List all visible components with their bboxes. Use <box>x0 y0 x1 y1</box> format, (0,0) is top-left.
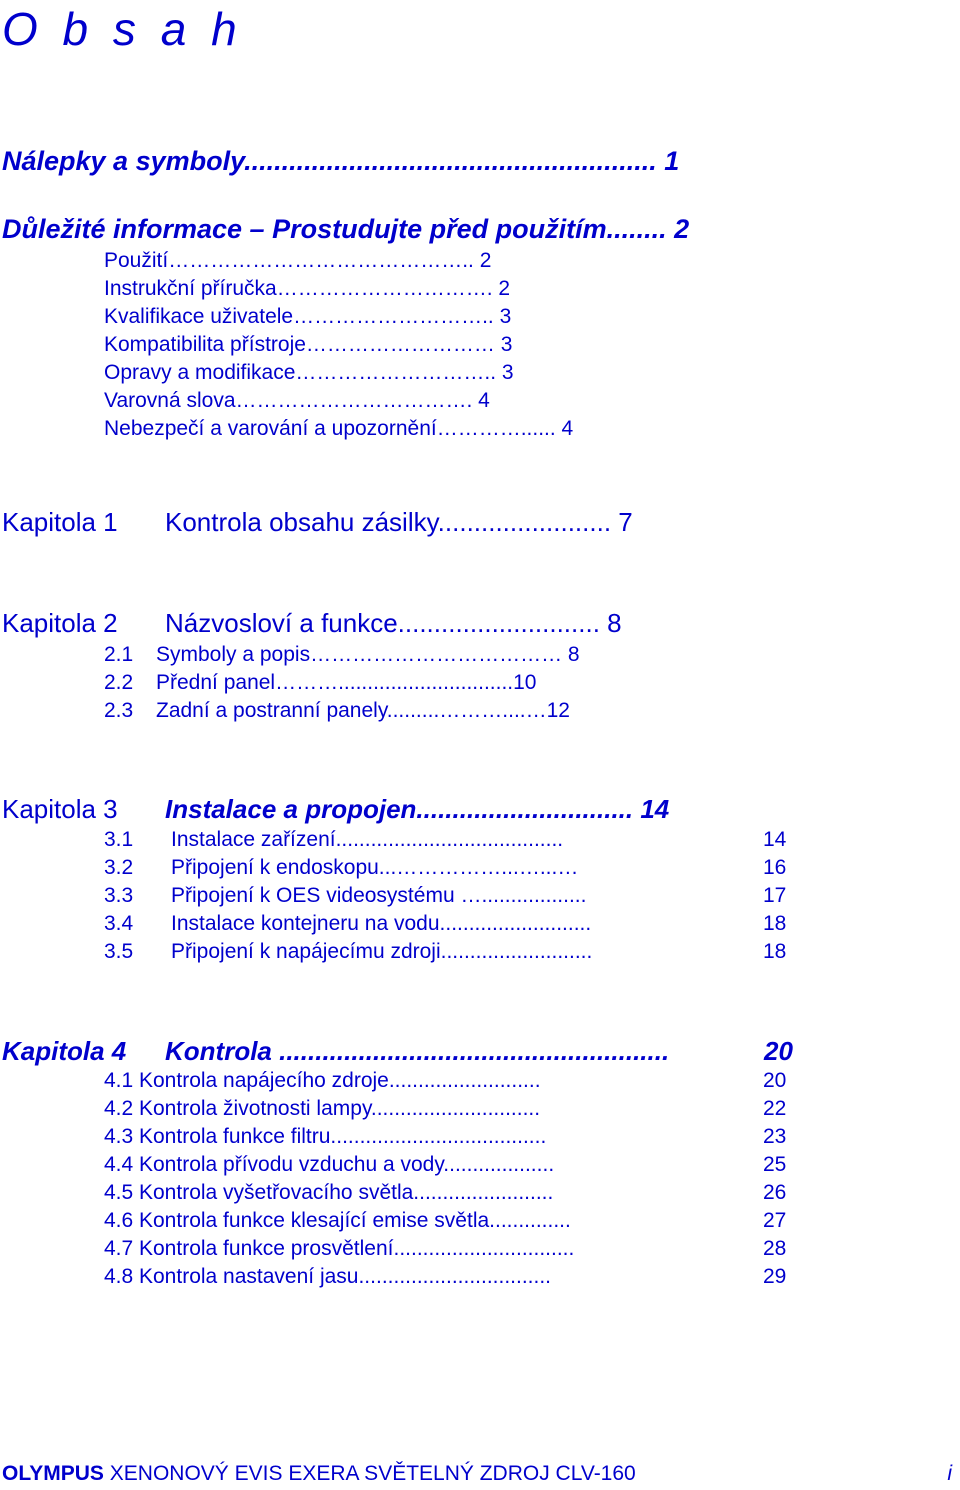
toc-subentry[interactable] <box>104 1097 794 1121</box>
toc-subentry[interactable]: Nebezpečí a varování a upozornění…………...... 4 <box>104 417 574 440</box>
chapter-title: Kontrola obsahu zásilky........................ 7 <box>165 507 633 537</box>
subentry-title: Kontrola funkce prosvětlení............................... <box>139 1237 575 1260</box>
toc-subentry[interactable] <box>104 699 570 723</box>
subentry-title: Instalace zařízení....................................... <box>171 828 564 851</box>
subentry-title: Kontrola nastavení jasu................................. <box>139 1265 552 1288</box>
subentry-number: 3.3 <box>104 884 134 907</box>
chapter-title: Kontrola ...................................................... <box>165 1036 670 1066</box>
subentry-title: Zadní a postranní panely.........………....…12 <box>156 699 570 722</box>
subentry-number: 2.2 <box>104 671 134 694</box>
chapter-title: Instalace a propojen.............................. 14 <box>165 794 670 824</box>
toc-chapter-3[interactable] <box>2 794 669 825</box>
subentry-title: Připojení k endoskopu...……………...…...… <box>171 856 579 879</box>
subentry-page: 18 <box>763 912 787 935</box>
toc-subentry[interactable] <box>104 912 794 936</box>
toc-subentry[interactable] <box>104 856 794 880</box>
page-title: O b s a h <box>2 3 243 55</box>
toc-subentry[interactable]: Instrukční příručka…………………………. 2 <box>104 277 511 300</box>
subentry-title: Kontrola životnosti lampy............................. <box>139 1097 541 1120</box>
subentry-page: 22 <box>763 1097 787 1120</box>
subentry-number: 2.1 <box>104 643 134 666</box>
subentry-number: 4.3 <box>104 1125 134 1148</box>
toc-chapter-2[interactable] <box>2 608 622 639</box>
toc-subentry[interactable] <box>104 1069 794 1093</box>
subentry-page: 25 <box>763 1153 787 1176</box>
toc-subentry[interactable] <box>104 1209 794 1233</box>
toc-subentry[interactable]: Kvalifikace uživatele……………………….. 3 <box>104 305 512 328</box>
toc-subentry[interactable] <box>104 884 794 908</box>
toc-subentry[interactable]: Kompatibilita přístroje……………………… 3 <box>104 333 513 356</box>
subentry-number: 4.8 <box>104 1265 134 1288</box>
toc-subentry[interactable] <box>104 1181 794 1205</box>
subentry-page: 17 <box>763 884 787 907</box>
subentry-title: Připojení k OES videosystému ….................. <box>171 884 587 907</box>
subentry-title: Instalace kontejneru na vodu.......................... <box>171 912 592 935</box>
subentry-title: Kontrola funkce filtru..................................... <box>139 1125 547 1148</box>
toc-subentry[interactable] <box>104 828 794 852</box>
subentry-page: 16 <box>763 856 787 879</box>
footer-page-number: i <box>947 1462 952 1485</box>
subentry-number: 3.2 <box>104 856 134 879</box>
subentry-number: 4.2 <box>104 1097 134 1120</box>
subentry-page: 28 <box>763 1237 787 1260</box>
subentry-number: 4.5 <box>104 1181 134 1204</box>
toc-chapter-1[interactable] <box>2 507 633 538</box>
toc-entry-important-info[interactable]: Důležité informace – Prostudujte před použitím........ 2 <box>2 214 690 244</box>
subentry-title: Připojení k napájecímu zdroji.......................... <box>171 940 593 963</box>
subentry-number: 3.4 <box>104 912 134 935</box>
toc-subentry[interactable] <box>104 1237 794 1261</box>
subentry-page: 18 <box>763 940 787 963</box>
subentry-page: 20 <box>763 1069 787 1092</box>
subentry-number: 4.1 <box>104 1069 134 1092</box>
subentry-title: Kontrola vyšetřovacího světla........................ <box>139 1181 554 1204</box>
subentry-page: 26 <box>763 1181 787 1204</box>
subentry-page: 14 <box>763 828 787 851</box>
subentry-page: 29 <box>763 1265 787 1288</box>
chapter-page: 20 <box>764 1036 793 1066</box>
subentry-title: Kontrola napájecího zdroje.......................... <box>139 1069 541 1092</box>
chapter-title: Názvosloví a funkce............................ 8 <box>165 608 622 638</box>
chapter-number: Kapitola 2 <box>2 608 118 638</box>
toc-subentry[interactable]: Varovná slova……………………………. 4 <box>104 389 490 412</box>
chapter-number: Kapitola 4 <box>2 1036 127 1066</box>
toc-entry-labels[interactable]: Nálepky a symboly....................................................... 1 <box>2 146 680 176</box>
subentry-number: 4.6 <box>104 1209 134 1232</box>
subentry-number: 4.4 <box>104 1153 134 1176</box>
toc-chapter-4[interactable] <box>2 1036 802 1067</box>
chapter-number: Kapitola 1 <box>2 507 118 537</box>
subentry-page: 23 <box>763 1125 787 1148</box>
subentry-number: 3.1 <box>104 828 134 851</box>
subentry-number: 4.7 <box>104 1237 134 1260</box>
toc-subentry[interactable] <box>104 671 536 695</box>
toc-subentry[interactable] <box>104 1125 794 1149</box>
toc-subentry[interactable] <box>104 1265 794 1289</box>
toc-subentry[interactable]: Opravy a modifikace……………………….. 3 <box>104 361 514 384</box>
subentry-number: 3.5 <box>104 940 134 963</box>
toc-subentry[interactable] <box>104 940 794 964</box>
subentry-title: Symboly a popis……………………………… 8 <box>156 643 580 666</box>
subentry-title: Kontrola funkce klesající emise světla.............. <box>139 1209 571 1232</box>
footer-title: XENONOVÝ EVIS EXERA SVĚTELNÝ ZDROJ CLV-160 <box>109 1462 636 1485</box>
subentry-number: 2.3 <box>104 699 134 722</box>
subentry-title: Kontrola přívodu vzduchu a vody................... <box>139 1153 555 1176</box>
chapter-number: Kapitola 3 <box>2 794 118 824</box>
toc-subentry[interactable] <box>104 643 580 667</box>
subentry-page: 27 <box>763 1209 787 1232</box>
toc-subentry[interactable]: Použití…………………………………….. 2 <box>104 249 492 272</box>
subentry-title: Přední panel………..............................10 <box>156 671 537 694</box>
toc-subentry[interactable] <box>104 1153 794 1177</box>
footer-brand: OLYMPUS <box>2 1462 104 1485</box>
